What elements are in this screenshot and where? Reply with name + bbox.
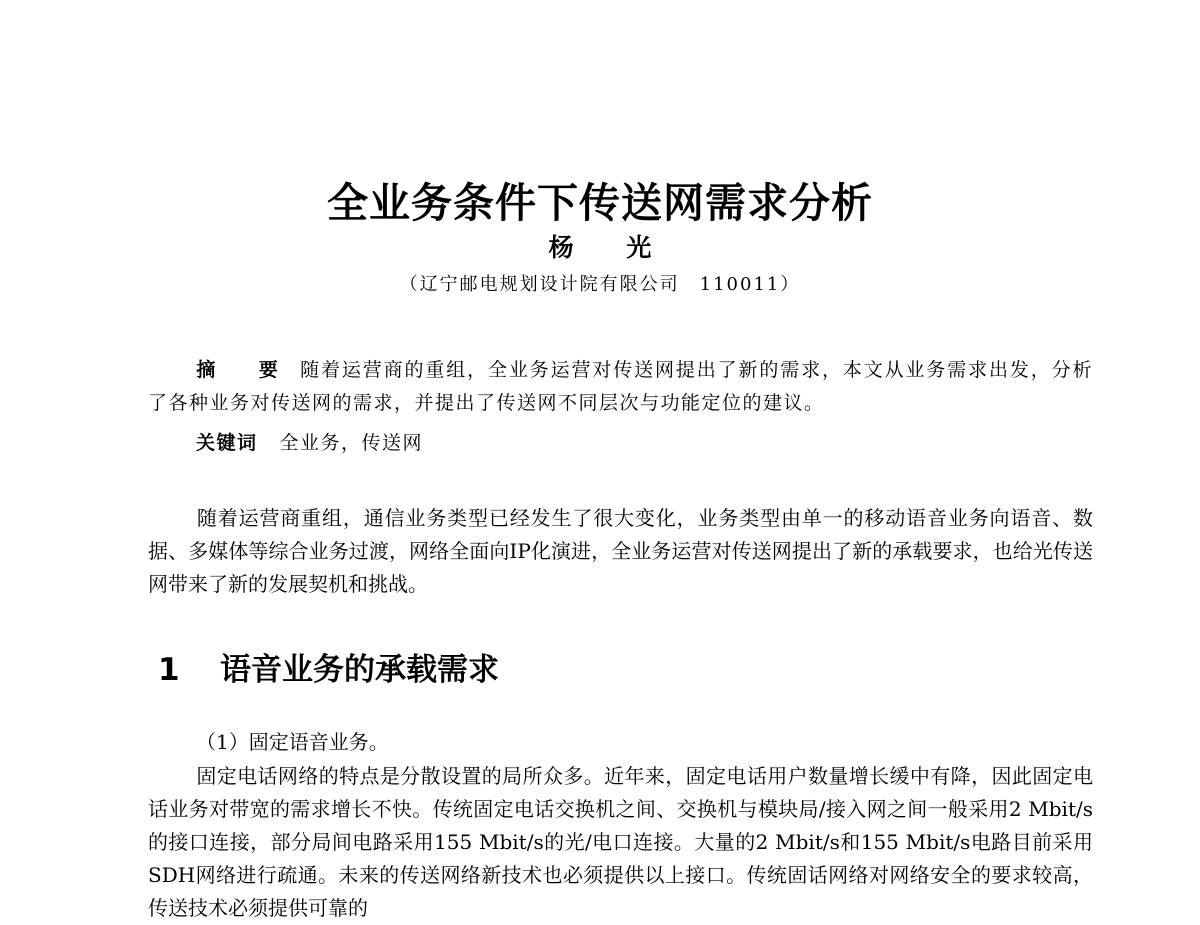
section-heading (158, 644, 499, 689)
body-text: 固定电话网络的特点是分散设置的局所众多。近年来，固定电话用户数量增长缓中有降，因此固定电话业务对带宽的需求增长不快。传统固定电话交换机之间、交换机与模块局/接入网之间一般采用2 Mbit/s的接口连接，部分局间电路采用155 Mbit/s的光/电口连接。大量的2 Mbit/s和155 Mbit/s电路目前采用SDH网络进行疏通。未来的传送网络新技术也必须提供以上接口。传统固话网络对网络安全的要求较高，传送技术必须提供可靠的 (148, 764, 1093, 920)
author-affiliation: （辽宁邮电规划设计院有限公司 110011） (399, 274, 801, 295)
keywords (196, 428, 423, 455)
abstract (148, 354, 1093, 420)
abstract-label: 摘 要 (196, 359, 297, 381)
author-name: 杨 光 (548, 233, 674, 262)
keywords-text: 全业务，传送网 (279, 432, 424, 454)
section-title: 语音业务的承载需求 (220, 652, 499, 688)
intro-text: 随着运营商重组，通信业务类型已经发生了很大变化，业务类型由单一的移动语音业务向语音、数据、多媒体等综合业务过渡，网络全面向IP化演进，全业务运营对传送网提出了新的承载要求，也给光传送网带来了新的发展契机和挑战。 (148, 506, 1093, 596)
abstract-text: 随着运营商的重组，全业务运营对传送网提出了新的需求，本文从业务需求出发，分析了各种业务对传送网的需求，并提出了传送网不同层次与功能定位的建议。 (148, 359, 1093, 414)
paper-title: 全业务条件下传送网需求分析 (327, 179, 873, 227)
sub-item: （1）固定语音业务。 (196, 730, 389, 754)
section-number: 1 (158, 652, 180, 688)
keywords-label: 关键词 (196, 432, 258, 454)
intro-paragraph (148, 502, 1093, 601)
body-paragraph (148, 760, 1093, 925)
